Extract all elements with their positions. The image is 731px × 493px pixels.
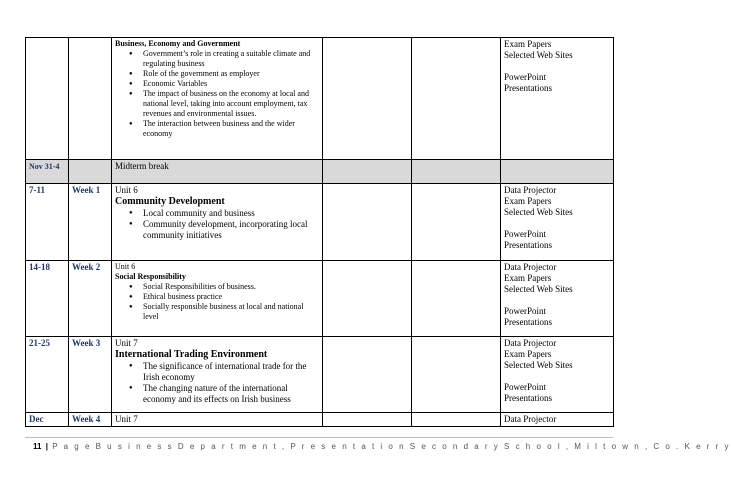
resource-item: Presentations	[504, 393, 552, 403]
list-item: ● The significance of international trade for the Irish economy	[143, 361, 319, 383]
week-cell: Week 4	[69, 413, 112, 427]
resources-cell	[501, 261, 614, 337]
week-cell: Week 1	[69, 184, 112, 261]
date-cell: 21-25	[26, 337, 69, 413]
list-item: ● Government’s role in creating a suitable climate and regulating business	[143, 49, 319, 69]
unit-label: Unit 7	[115, 338, 138, 348]
empty-cell	[323, 38, 412, 160]
table-row	[26, 160, 614, 184]
date-cell: Nov 31-4	[26, 160, 69, 184]
content-cell	[112, 261, 323, 337]
resource-item: Selected Web Sites	[504, 50, 573, 60]
footer-text: P a g e B u s i n e s s D e p a r t m e n t , P r e s e n t a t i o n S e c o n d a r y S c h o o l , M i l t o w n , C o . K e r r y	[52, 442, 731, 451]
topic-title: Business, Economy and Government	[115, 39, 241, 48]
resource-item: PowerPoint	[504, 306, 547, 316]
list-item: ● Social Responsibilities of business.	[143, 282, 319, 292]
topic-bullet-list	[115, 49, 319, 139]
unit-label: Unit 6	[115, 185, 138, 195]
resource-item: Selected Web Sites	[504, 284, 573, 294]
resource-item: Presentations	[504, 83, 552, 93]
date-cell	[26, 38, 69, 160]
topic-title: Community Development	[115, 196, 225, 207]
page-footer	[33, 442, 731, 451]
resource-item: Data Projector	[504, 414, 557, 424]
footer-separator: |	[45, 442, 48, 451]
page-number: 11	[33, 442, 42, 451]
resources-cell	[501, 38, 614, 160]
date-cell: 7-11	[26, 184, 69, 261]
resource-item: Data Projector	[504, 262, 557, 272]
list-item: ● The changing nature of the international economy and its effects on Irish business	[143, 383, 319, 405]
resource-item: Presentations	[504, 240, 552, 250]
content-cell	[112, 38, 323, 160]
content-cell	[112, 184, 323, 261]
table-row	[26, 413, 614, 427]
topic-bullet-list	[115, 361, 319, 405]
content-cell: Midterm break	[112, 160, 323, 184]
resources-cell	[501, 184, 614, 261]
resource-item: Exam Papers	[504, 273, 552, 283]
date-cell: Dec	[26, 413, 69, 427]
topic-title: Social Responsibility	[115, 272, 186, 281]
resource-item: Selected Web Sites	[504, 360, 573, 370]
resource-item: PowerPoint	[504, 72, 547, 82]
week-cell: Week 2	[69, 261, 112, 337]
table-row	[26, 261, 614, 337]
resource-item: Data Projector	[504, 185, 557, 195]
table-row	[26, 184, 614, 261]
list-item: ● Socially responsible business at local and national level	[143, 302, 319, 322]
date-cell: 14-18	[26, 261, 69, 337]
content-cell	[112, 413, 323, 427]
list-item: ● Economic Variables	[143, 79, 319, 89]
week-cell: Week 3	[69, 337, 112, 413]
topic-bullet-list	[115, 208, 319, 241]
table-row	[26, 337, 614, 413]
footer-rule	[25, 437, 613, 438]
resource-item: PowerPoint	[504, 229, 547, 239]
resource-item: Exam Papers	[504, 349, 552, 359]
week-cell	[69, 38, 112, 160]
scheme-of-work-table	[25, 37, 614, 427]
week-cell	[69, 160, 112, 184]
empty-cell	[412, 38, 501, 160]
list-item: ● The impact of business on the economy at local and national level, taking into account employment, tax revenues and environmental issues.	[143, 89, 319, 119]
list-item: ● The interaction between business and the wider economy	[143, 119, 319, 139]
resources-cell	[501, 337, 614, 413]
resource-item: Presentations	[504, 317, 552, 327]
unit-label: Unit 7	[115, 414, 138, 424]
list-item: ● Role of the government as employer	[143, 69, 319, 79]
resource-item: Selected Web Sites	[504, 207, 573, 217]
resource-item: Exam Papers	[504, 39, 552, 49]
resources-cell	[501, 413, 614, 427]
topic-bullet-list	[115, 282, 319, 322]
content-cell	[112, 337, 323, 413]
list-item: ● Ethical business practice	[143, 292, 319, 302]
table-row	[26, 38, 614, 160]
list-item: ● Community development, incorporating local community initiatives	[143, 219, 319, 241]
resource-item: Exam Papers	[504, 196, 552, 206]
resource-item: Data Projector	[504, 338, 557, 348]
topic-title: International Trading Environment	[115, 349, 268, 360]
unit-label: Unit 6	[115, 262, 136, 271]
resource-item: PowerPoint	[504, 382, 547, 392]
list-item: ● Local community and business	[143, 208, 319, 219]
